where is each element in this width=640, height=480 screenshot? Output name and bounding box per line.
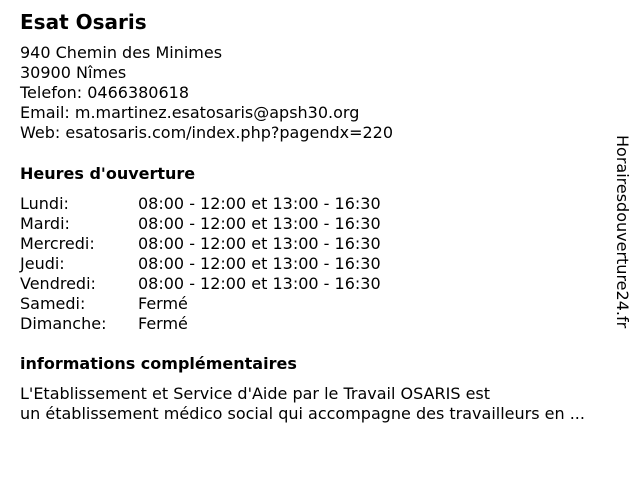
- day-hours: Fermé: [138, 294, 188, 313]
- day-hours: 08:00 - 12:00 et 13:00 - 16:30: [138, 234, 381, 253]
- web-text: Web: esatosaris.com/index.php?pagendx=220: [20, 123, 394, 142]
- hours-heading: Heures d'ouverture: [20, 164, 196, 183]
- address-city: 30900 Nîmes: [20, 63, 127, 82]
- day-hours: 08:00 - 12:00 et 13:00 - 16:30: [138, 214, 381, 233]
- info-heading: informations complémentaires: [20, 354, 297, 373]
- phone-text: Telefon: 0466380618: [20, 83, 190, 102]
- day-hours: 08:00 - 12:00 et 13:00 - 16:30: [138, 194, 381, 213]
- business-name: Esat Osaris: [20, 10, 147, 34]
- day-hours: Fermé: [138, 314, 188, 333]
- day-label: Mardi:: [20, 214, 70, 233]
- day-label: Dimanche:: [20, 314, 107, 333]
- day-label: Jeudi:: [20, 254, 65, 273]
- address-street: 940 Chemin des Minimes: [20, 43, 223, 62]
- email-text: Email: m.martinez.esatosaris@apsh30.org: [20, 103, 360, 122]
- info-description: [20, 384, 585, 424]
- info-line: L'Etablissement et Service d'Aide par le Travail OSARIS est: [20, 384, 491, 403]
- info-line: un établissement médico social qui accompagne des travailleurs en ...: [20, 404, 585, 423]
- site-brand-vertical: Horairesdouverture24.fr: [613, 135, 632, 329]
- day-label: Mercredi:: [20, 234, 95, 253]
- day-hours: 08:00 - 12:00 et 13:00 - 16:30: [138, 254, 381, 273]
- address-block: [20, 43, 393, 143]
- day-label: Lundi:: [20, 194, 69, 213]
- day-hours: 08:00 - 12:00 et 13:00 - 16:30: [138, 274, 381, 293]
- day-label: Samedi:: [20, 294, 86, 313]
- day-label: Vendredi:: [20, 274, 96, 293]
